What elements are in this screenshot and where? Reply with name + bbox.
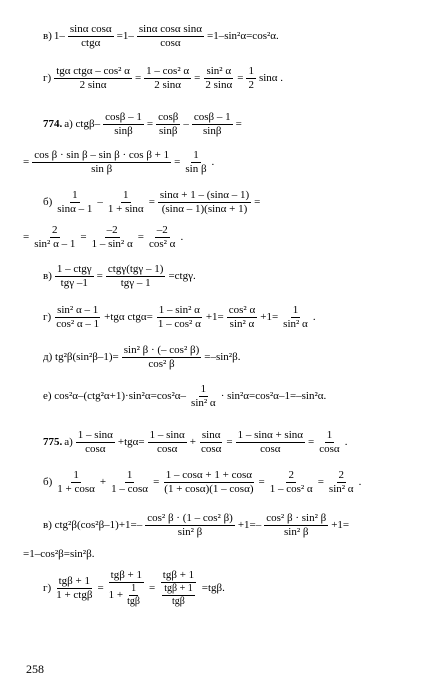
denominator — [107, 583, 146, 607]
denominator: 1 – cos² α — [157, 318, 201, 330]
expression-text: = — [174, 156, 181, 168]
denominator: 2 sinα — [154, 79, 182, 91]
numerator: 1 – cos² α — [146, 65, 190, 77]
numerator: 1 — [126, 469, 133, 481]
numerator: tgβ + 1 — [110, 569, 142, 581]
expression-text: =ctgγ. — [168, 270, 196, 282]
expression-text: . — [211, 156, 215, 168]
denominator: tgβ — [127, 596, 140, 607]
fraction — [32, 225, 77, 250]
expression-text: е) cos²α–(ctg²α+1)·sin²α=cos²α– — [43, 390, 187, 402]
fraction — [246, 66, 256, 91]
numerator: 1 – sinα — [77, 429, 113, 441]
denominator: sin² α – 1 — [34, 238, 76, 250]
numerator: 1 — [123, 189, 129, 201]
fraction — [147, 225, 177, 250]
denominator: sinβ — [158, 125, 178, 137]
numerator: sin² β · (– cos² β) — [123, 344, 200, 356]
fraction — [158, 570, 199, 607]
fraction — [106, 264, 166, 289]
fraction — [281, 305, 310, 330]
expression-text: = — [237, 72, 244, 84]
expression-text: = — [146, 118, 154, 130]
item-label: в) — [43, 270, 52, 282]
problem-775-v — [42, 513, 350, 538]
fraction — [189, 384, 218, 409]
item-label: б) — [43, 196, 53, 208]
numerator: 1 – sin² α — [158, 304, 200, 316]
numerator: 1 – sinα + sinα — [237, 429, 304, 441]
denominator: cosα — [319, 443, 340, 455]
expression-text: = — [258, 476, 265, 488]
denominator: 2 sinα — [79, 79, 107, 91]
denominator: cosα — [200, 443, 222, 455]
expression-text: + — [99, 476, 107, 488]
fraction — [106, 190, 146, 215]
numerator: tgα ctgα – cos² α — [56, 65, 130, 77]
numerator: ctgγ(tgγ – 1) — [107, 263, 164, 275]
denominator: 1 – sin² α — [91, 238, 133, 250]
numerator: 1 — [72, 189, 78, 201]
denominator: cosα — [156, 443, 178, 455]
denominator: sin² α — [191, 397, 216, 409]
expression-text: = — [23, 231, 30, 243]
fraction — [68, 24, 114, 49]
fraction — [145, 513, 235, 538]
expression-text: =1– — [116, 30, 134, 42]
expression-text: = — [235, 118, 242, 130]
denominator: tgγ –1 — [60, 277, 88, 289]
expression-text: . — [312, 311, 316, 323]
fraction — [55, 190, 94, 215]
fraction — [203, 66, 234, 91]
fraction — [158, 190, 251, 215]
expression-text: =1–cos²β=sin²β. — [23, 548, 95, 560]
denominator: 2 sinα — [205, 79, 233, 91]
expression-text: 1– — [53, 30, 65, 42]
expression-text: = — [148, 196, 155, 208]
denominator: tgβ — [172, 596, 185, 607]
fraction — [236, 430, 305, 455]
fraction — [55, 264, 94, 289]
denominator — [158, 583, 199, 607]
item-label: в) ctg²β(cos²β–1)+1=– — [43, 519, 143, 531]
expression-text: = — [137, 231, 144, 243]
fraction — [148, 430, 187, 455]
item-label: г) — [43, 311, 52, 323]
expression-text: sinα . — [258, 72, 284, 84]
problem-number: 775. — [43, 436, 63, 448]
expression-text: = — [96, 270, 103, 282]
compound-denominator — [109, 584, 144, 607]
nested-fraction — [125, 584, 142, 607]
numerator: cosβ – 1 — [105, 111, 142, 123]
expression-text: +1= — [331, 519, 350, 531]
denominator: 1 + cosα — [57, 483, 95, 495]
denominator: tgγ – 1 — [120, 277, 151, 289]
denominator: sin² α — [229, 318, 255, 330]
fraction — [55, 470, 97, 495]
numerator: 1 — [193, 149, 199, 161]
problem-775-a — [42, 430, 348, 455]
expression-text: + — [189, 436, 196, 448]
fraction — [156, 305, 203, 330]
fraction — [268, 470, 315, 495]
denominator-prefix: 1 + — [108, 589, 124, 601]
fraction — [32, 150, 171, 175]
expression-text: = — [226, 436, 233, 448]
expression-text: = — [254, 196, 261, 208]
expression-text: = — [80, 231, 87, 243]
numerator: cosβ — [158, 111, 179, 123]
numerator: 2 — [338, 469, 344, 481]
problem-774-b-cont — [22, 225, 184, 250]
solution-line-g — [42, 66, 284, 91]
expression-text: . — [344, 436, 348, 448]
expression-text: =tgβ. — [201, 582, 225, 594]
numerator: tgβ + 1 — [164, 583, 193, 594]
item-label: а) ctgβ– — [64, 118, 101, 130]
fraction — [54, 66, 132, 91]
fraction — [183, 150, 208, 175]
expression-text: = — [23, 156, 30, 168]
fraction — [199, 430, 223, 455]
page-number: 258 — [26, 662, 44, 676]
expression-text: = — [308, 436, 315, 448]
problem-775-b — [42, 470, 362, 495]
numerator: 2 — [288, 469, 294, 481]
denominator: cosα — [160, 37, 181, 49]
denominator: 1 + ctgβ — [56, 589, 93, 601]
expression-text: . — [180, 231, 184, 243]
fraction — [317, 430, 341, 455]
fraction — [144, 66, 191, 91]
denominator: sinα – 1 — [57, 203, 93, 215]
expression-text: · sin²α=cos²α–1=–sin²α. — [220, 390, 327, 402]
denominator: 1 – cos² α — [269, 483, 313, 495]
denominator: sin β — [91, 163, 113, 175]
denominator: 2 — [248, 79, 254, 91]
fraction — [90, 225, 135, 250]
numerator: sin² α – 1 — [57, 304, 99, 316]
numerator: 1 — [73, 469, 79, 481]
expression-text: +tgα= — [117, 436, 145, 448]
fraction — [122, 345, 202, 370]
numerator: 1 – ctgγ — [56, 263, 92, 275]
item-label: г) — [43, 72, 52, 84]
denominator: ctgα — [81, 37, 101, 49]
expression-text: +1= — [205, 311, 224, 323]
problem-775-g — [42, 570, 226, 607]
fraction — [54, 305, 101, 330]
denominator: cos² α — [148, 238, 176, 250]
numerator: 2 — [52, 224, 58, 236]
numerator: 1 — [131, 583, 137, 594]
expression-text: = — [97, 582, 104, 594]
item-label: в) — [43, 30, 52, 42]
fraction — [103, 112, 144, 137]
numerator: cos² β · (1 – cos² β) — [147, 512, 233, 524]
numerator: –2 — [156, 224, 168, 236]
denominator: 1 + sinα — [107, 203, 144, 215]
problem-number: 774. — [43, 118, 63, 130]
fraction — [137, 24, 204, 49]
numerator: sinα — [201, 429, 221, 441]
numerator: sinα cosα sinα — [138, 23, 202, 35]
fraction — [107, 570, 146, 607]
numerator: cosβ – 1 — [193, 111, 231, 123]
numerator: sinα + 1 – (sinα – 1) — [159, 189, 250, 201]
item-label: г) — [43, 582, 52, 594]
fraction — [109, 470, 150, 495]
problem-774-e — [42, 384, 327, 409]
denominator: sin β — [185, 163, 207, 175]
fraction — [156, 112, 180, 137]
denominator: cosα — [85, 443, 106, 455]
denominator: cos² β — [148, 358, 175, 370]
expression-text: = — [317, 476, 324, 488]
problem-774-a — [42, 112, 243, 137]
numerator: 1 – sinα — [149, 429, 185, 441]
numerator: 1 — [326, 429, 333, 441]
denominator: sin² β — [284, 526, 309, 538]
problem-774-v — [42, 264, 197, 289]
problem-774-d — [42, 345, 241, 370]
denominator: sin² β — [177, 526, 203, 538]
expression-text: – — [97, 196, 103, 208]
numerator: cos² β · sin² β — [266, 512, 327, 524]
expression-text: +1=– — [237, 519, 262, 531]
fraction — [264, 513, 328, 538]
expression-text: = — [149, 582, 156, 594]
expression-text: – — [183, 118, 189, 130]
denominator: sinβ — [203, 125, 222, 137]
numerator: sinα cosα — [69, 23, 112, 35]
solution-line-v — [42, 24, 280, 49]
problem-774-g — [42, 305, 317, 330]
numerator: 1 — [248, 65, 254, 77]
nested-fraction — [162, 584, 195, 607]
denominator: sinβ — [114, 125, 133, 137]
problem-774-a-cont — [22, 150, 215, 175]
expression-text: +1= — [260, 311, 279, 323]
denominator: cos² α – 1 — [56, 318, 100, 330]
expression-text: = — [194, 72, 201, 84]
numerator: sin² α — [206, 65, 232, 77]
numerator: tgβ + 1 — [58, 575, 90, 587]
denominator: 1 – cosα — [111, 483, 149, 495]
fraction — [162, 470, 255, 495]
numerator: cos² α — [228, 304, 256, 316]
denominator: (sinα – 1)(sinα + 1) — [161, 203, 248, 215]
item-label: а) — [64, 436, 73, 448]
expression-text: = — [153, 476, 160, 488]
numerator: 1 — [292, 304, 299, 316]
fraction — [76, 430, 115, 455]
denominator: (1 + cosα)(1 – cosα) — [164, 483, 254, 495]
expression-text: =1–sin²α=cos²α. — [207, 30, 279, 42]
denominator: sin² α — [328, 483, 354, 495]
item-label: д) tg²β(sin²β–1)= — [43, 351, 119, 363]
expression-text: . — [358, 476, 362, 488]
problem-775-v-cont — [22, 549, 95, 560]
denominator: cosα — [260, 443, 281, 455]
expression-text: =–sin²β. — [204, 351, 241, 363]
numerator: tgβ + 1 — [162, 569, 195, 581]
numerator: cos β · sin β – sin β · cos β + 1 — [34, 149, 170, 161]
fraction — [227, 305, 257, 330]
fraction — [327, 470, 356, 495]
item-label: б) — [43, 476, 53, 488]
problem-774-b — [42, 190, 261, 215]
fraction — [54, 576, 94, 601]
denominator: sin² α — [283, 318, 308, 330]
numerator: 1 – cosα + 1 + cosα — [165, 469, 253, 481]
expression-text: = — [134, 72, 142, 84]
numerator: 1 — [200, 383, 207, 395]
fraction — [192, 112, 233, 137]
numerator: –2 — [106, 224, 118, 236]
expression-text: +tgα ctgα= — [104, 311, 153, 323]
